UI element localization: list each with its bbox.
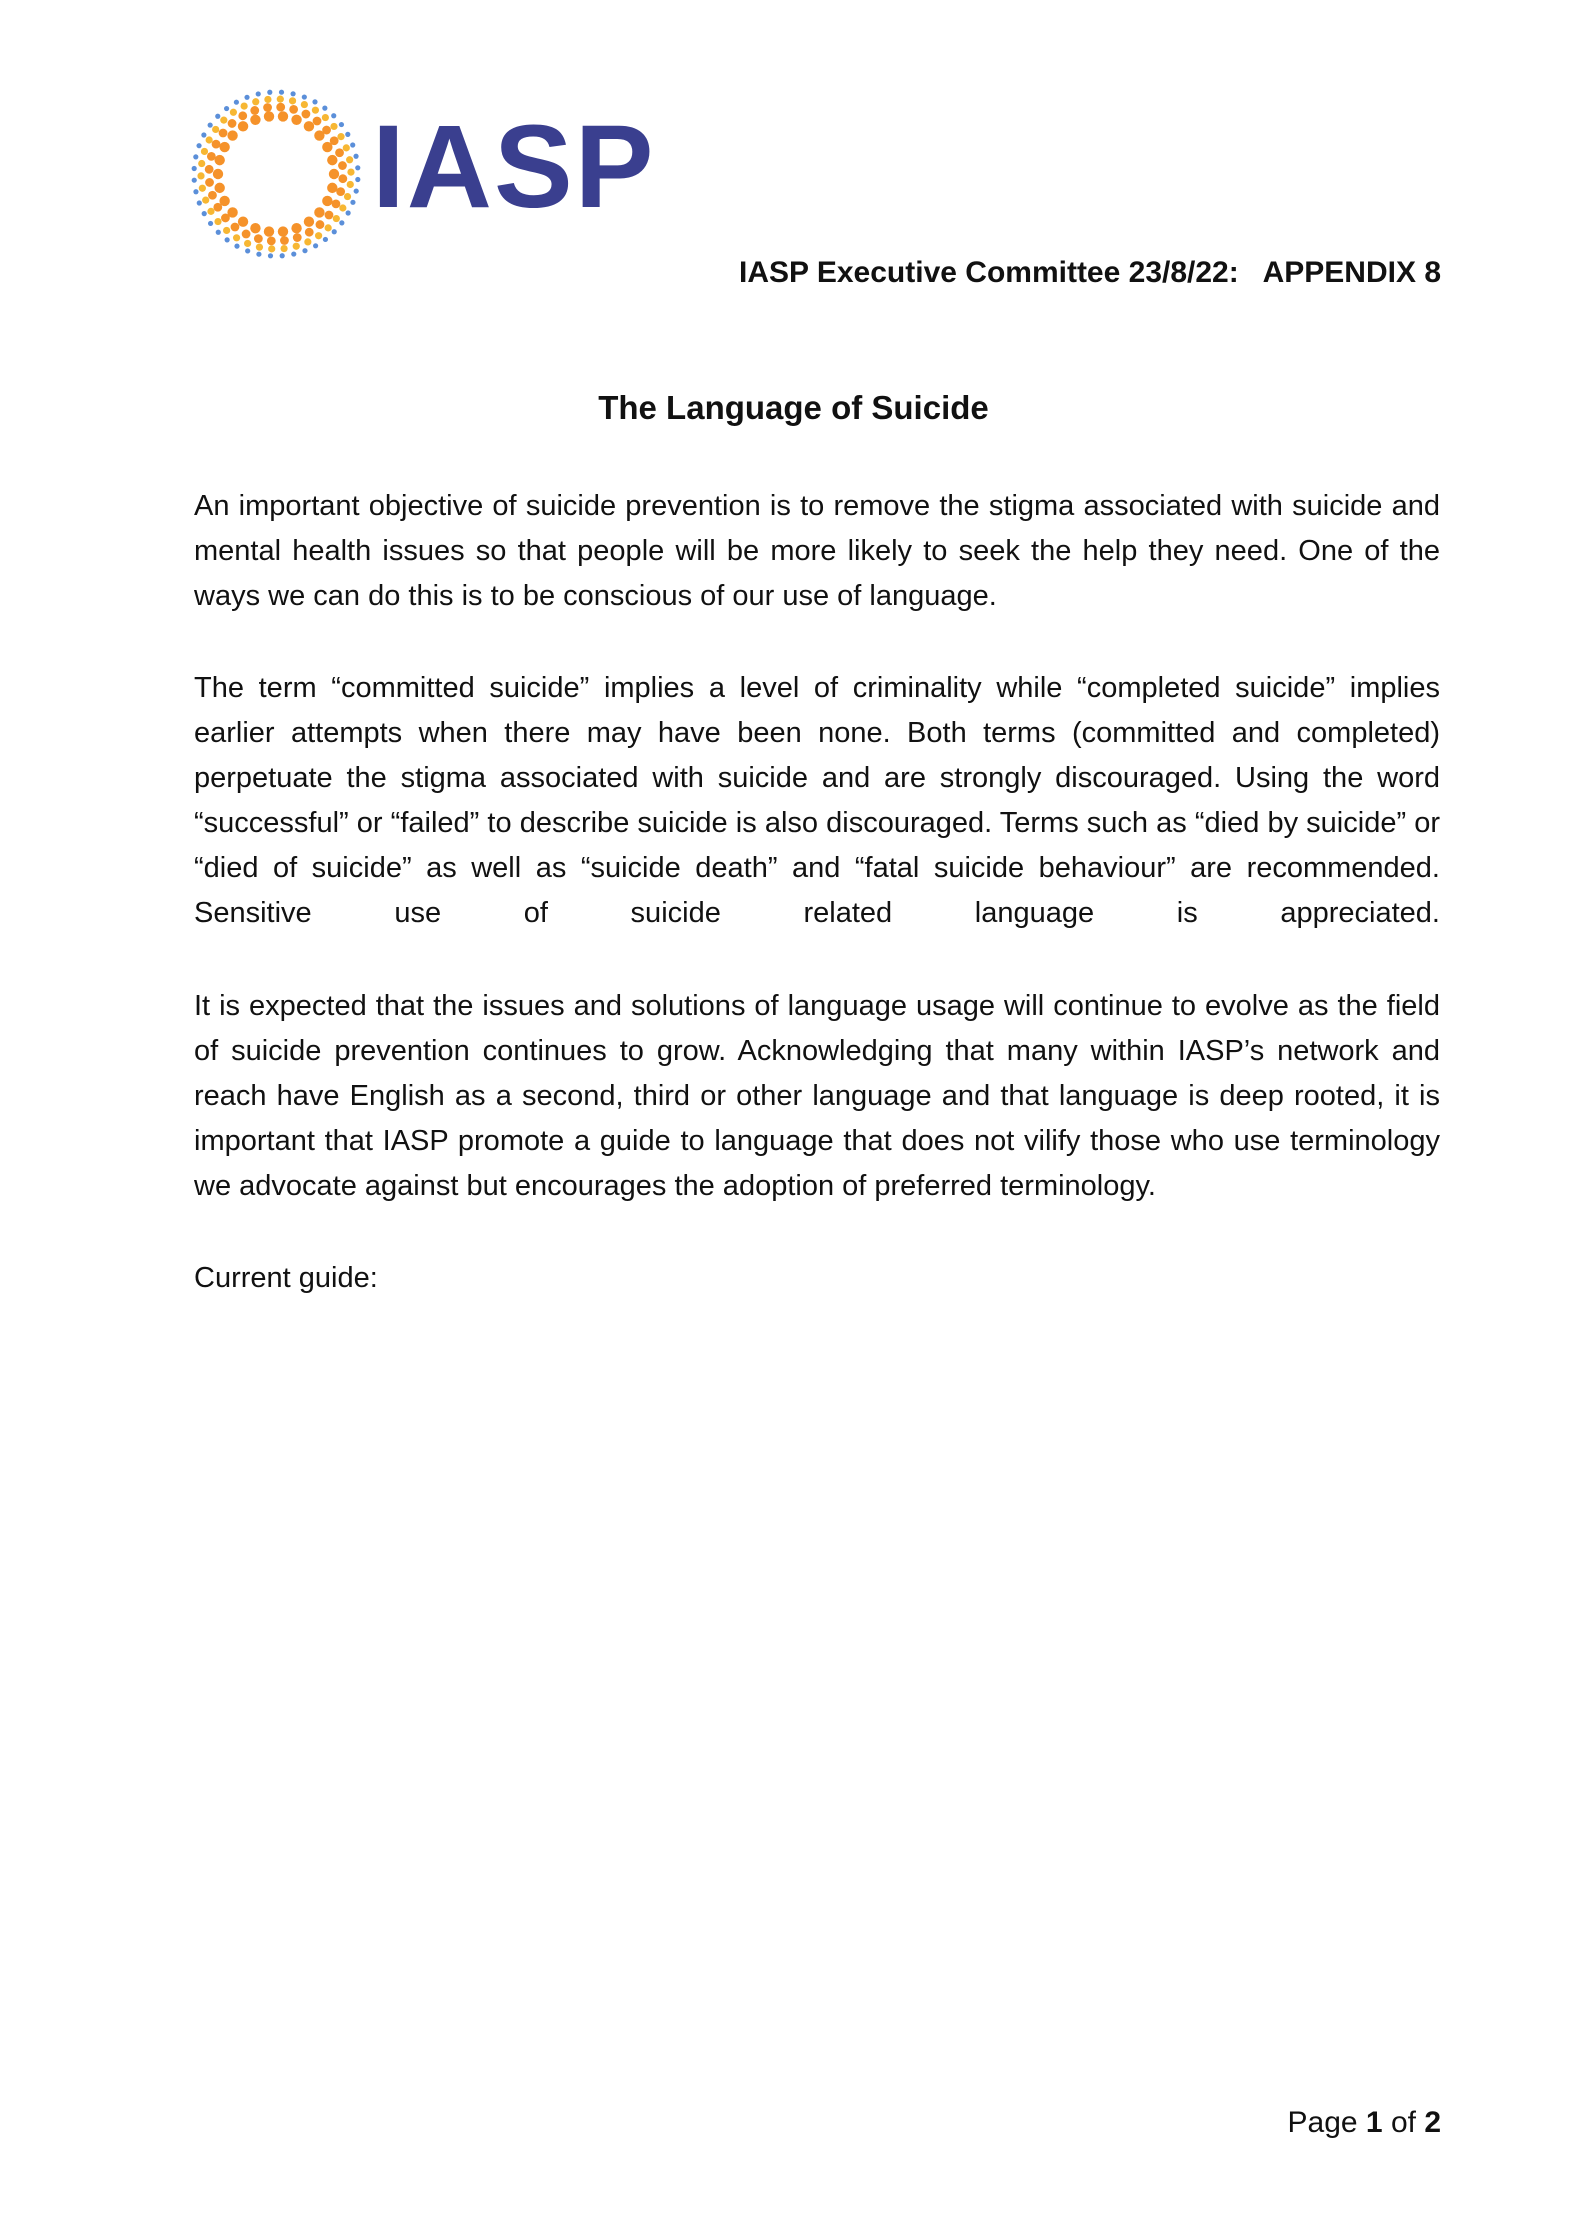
- logo-dot: [280, 236, 289, 245]
- logo-dot: [312, 107, 319, 114]
- logo-dot: [238, 217, 248, 227]
- logo-dot: [336, 187, 345, 196]
- logo-dot: [268, 245, 275, 252]
- logo-dot: [347, 169, 354, 176]
- logo-dot: [337, 133, 344, 140]
- logo-dot: [313, 243, 318, 248]
- logo-dot: [290, 91, 295, 96]
- paragraph-1: [194, 484, 1440, 619]
- logo-dot: [215, 114, 220, 119]
- logo-dot: [244, 95, 249, 100]
- logo-dot: [264, 226, 274, 236]
- logo-dot: [256, 244, 263, 251]
- logo-dot: [201, 148, 208, 155]
- page-number: [1288, 2106, 1441, 2140]
- page-sep: of: [1382, 2106, 1425, 2139]
- logo-dot: [327, 183, 337, 193]
- logo-dot: [327, 155, 337, 165]
- logo-dot: [193, 189, 198, 194]
- logo-dot: [339, 204, 346, 211]
- logo-dot: [213, 203, 222, 212]
- logo-dot: [338, 174, 347, 183]
- logo-dot: [343, 144, 350, 151]
- logo-dot: [212, 126, 219, 133]
- logo-dot: [223, 227, 230, 234]
- logo-dot: [350, 142, 355, 147]
- logo-dot: [197, 172, 204, 179]
- logo-dot: [264, 96, 271, 103]
- logo-dot: [291, 115, 301, 125]
- logo-dot: [244, 240, 251, 247]
- paragraph-text: It is expected that the issues and solutions of language usage will continue to evolve as the field of suicide prevention continues to grow. Acknowledging that many within IASP’s network and reach have English as a second, third or other language and that language is deep rooted, it is important that IASP promote a guide to language that does not vilify those who use terminology we advocate against but encourages the adoption of preferred terminology.: [194, 990, 1440, 1202]
- logo-dot: [254, 234, 263, 243]
- logo-dot: [227, 130, 237, 140]
- logo-dot: [304, 121, 314, 131]
- logo-dot: [212, 140, 221, 149]
- logo-dot: [201, 132, 206, 137]
- logo-dot: [331, 113, 336, 118]
- logo-dot: [316, 220, 325, 229]
- document-header: IASP Executive Committee 23/8/22: APPENDIX 8: [739, 256, 1441, 289]
- logo-dot: [350, 200, 355, 205]
- logo-dot: [277, 96, 284, 103]
- logo-dot: [250, 115, 260, 125]
- logo-dot: [355, 177, 360, 182]
- logo-dot: [293, 233, 302, 242]
- logo-dot: [339, 122, 344, 127]
- logo-dot: [219, 129, 228, 138]
- logo-dot: [224, 106, 229, 111]
- logo-dot: [315, 232, 322, 239]
- logo-dot: [305, 228, 314, 237]
- logo-dot: [332, 200, 341, 209]
- logo-dot: [202, 211, 207, 216]
- paragraph-text: The term “committed suicide” implies a level of criminality while “completed suicide” implies earlier attempts when there may have been none. Both terms (committed and completed) perpetuate the stigma associated with suicide and are strongly discouraged. Using the word “successful” or “failed” to describe suicide is also discouraged. Terms such as “died by suicide” or “died of suicide” as well as “suicide death” and “fatal suicide behaviour” are recommended. Sensitive use of suicide related language is appreciated.: [194, 672, 1440, 929]
- paragraph-4: [194, 1256, 1440, 1301]
- logo-dot: [322, 114, 329, 121]
- logo-dot: [267, 90, 272, 95]
- logo-dot: [302, 94, 307, 99]
- logo-dot: [213, 169, 223, 179]
- logo-dot: [322, 106, 327, 111]
- logo-dot: [252, 98, 259, 105]
- logo-dot: [314, 207, 324, 217]
- paragraph-3: [194, 984, 1440, 1209]
- logo-dot: [276, 103, 285, 112]
- logo-dot: [263, 103, 272, 112]
- logo-dot: [193, 154, 198, 159]
- page-title: The Language of Suicide: [598, 389, 989, 426]
- logo-dot: [330, 123, 337, 130]
- logo-dot: [207, 152, 216, 161]
- logo-dot: [291, 223, 301, 233]
- logo-dot: [329, 169, 339, 179]
- logo-dot: [267, 236, 276, 245]
- logo-dot: [199, 185, 206, 192]
- logo-dot: [241, 103, 248, 110]
- logo-dot: [234, 244, 239, 249]
- logo-dot: [205, 165, 214, 174]
- logo-dot: [198, 160, 205, 167]
- logo-dot: [208, 221, 213, 226]
- logo-dot: [221, 214, 230, 223]
- logo-dot: [339, 220, 344, 225]
- iasp-logo: [190, 88, 656, 260]
- logo-dot: [280, 245, 287, 252]
- logo-dot: [355, 165, 360, 170]
- logo-dot: [208, 123, 213, 128]
- logo-dot: [242, 230, 251, 239]
- logo-dot: [345, 132, 350, 137]
- logo-dot: [304, 217, 314, 227]
- logo-dot: [234, 100, 239, 105]
- logo-dot: [192, 178, 197, 183]
- logo-dot: [205, 178, 214, 187]
- logo-dot: [291, 251, 296, 256]
- logo-dot: [344, 193, 351, 200]
- logo-dot: [206, 136, 213, 143]
- logo-dot: [353, 154, 358, 159]
- logo-dot: [322, 126, 331, 135]
- logo-dot: [302, 110, 311, 119]
- logo-ring-icon: [190, 88, 362, 260]
- logo-dot: [250, 223, 260, 233]
- logo-dot: [301, 101, 308, 108]
- logo-dot: [335, 148, 344, 157]
- logo-dot: [325, 224, 332, 231]
- logo-dot: [264, 111, 274, 121]
- logo-dot: [278, 226, 288, 236]
- logo-dot: [192, 166, 197, 171]
- logo-dot: [325, 211, 334, 220]
- logo-dot: [323, 237, 328, 242]
- logo-dot: [304, 238, 311, 245]
- logo-dot: [293, 243, 300, 250]
- logo-dot: [330, 136, 339, 145]
- logo-dot: [280, 253, 285, 258]
- logo-text: IASP: [372, 101, 656, 233]
- logo-dot: [233, 234, 240, 241]
- logo-dot: [238, 111, 247, 120]
- logo-dot: [332, 229, 337, 234]
- logo-dot: [289, 105, 298, 114]
- logo-dot: [214, 218, 221, 225]
- logo-dot: [219, 142, 229, 152]
- logo-dot: [268, 253, 273, 258]
- logo-dot: [354, 188, 359, 193]
- logo-dot: [231, 223, 240, 232]
- logo-dot: [289, 97, 296, 104]
- page-total: 2: [1424, 2106, 1441, 2139]
- logo-dot: [346, 210, 351, 215]
- logo-dot: [238, 121, 248, 131]
- logo-dot: [225, 237, 230, 242]
- logo-dot: [207, 208, 214, 215]
- logo-dot: [313, 117, 322, 126]
- logo-dot: [312, 99, 317, 104]
- logo-dot: [278, 111, 288, 121]
- logo-dot: [230, 109, 237, 116]
- page-prefix: Page: [1287, 2106, 1366, 2139]
- logo-dot: [220, 117, 227, 124]
- logo-dot: [302, 248, 307, 253]
- logo-dot: [256, 91, 261, 96]
- paragraph-text: Current guide:: [194, 1262, 378, 1294]
- paragraph-text: An important objective of suicide prevention is to remove the stigma associated with suicide and mental health issues so that people will be more likely to seek the help they need. One of the ways we can do this is to be conscious of our use of language.: [194, 490, 1440, 612]
- logo-dot: [346, 156, 353, 163]
- page-current: 1: [1365, 2106, 1383, 2139]
- logo-dot: [214, 183, 224, 193]
- logo-dot: [208, 191, 217, 200]
- logo-dot: [338, 161, 347, 170]
- logo-dot: [347, 181, 354, 188]
- logo-dot: [197, 200, 202, 205]
- logo-dot: [250, 106, 259, 115]
- logo-dot: [214, 155, 224, 165]
- logo-dot: [202, 197, 209, 204]
- logo-dot: [279, 90, 284, 95]
- logo-dot: [256, 252, 261, 257]
- logo-dot: [333, 215, 340, 222]
- logo-dot: [196, 143, 201, 148]
- logo-dot: [322, 196, 332, 206]
- logo-dot: [216, 230, 221, 235]
- paragraph-2: [194, 666, 1440, 936]
- logo-dot: [245, 248, 250, 253]
- logo-dot: [228, 119, 237, 128]
